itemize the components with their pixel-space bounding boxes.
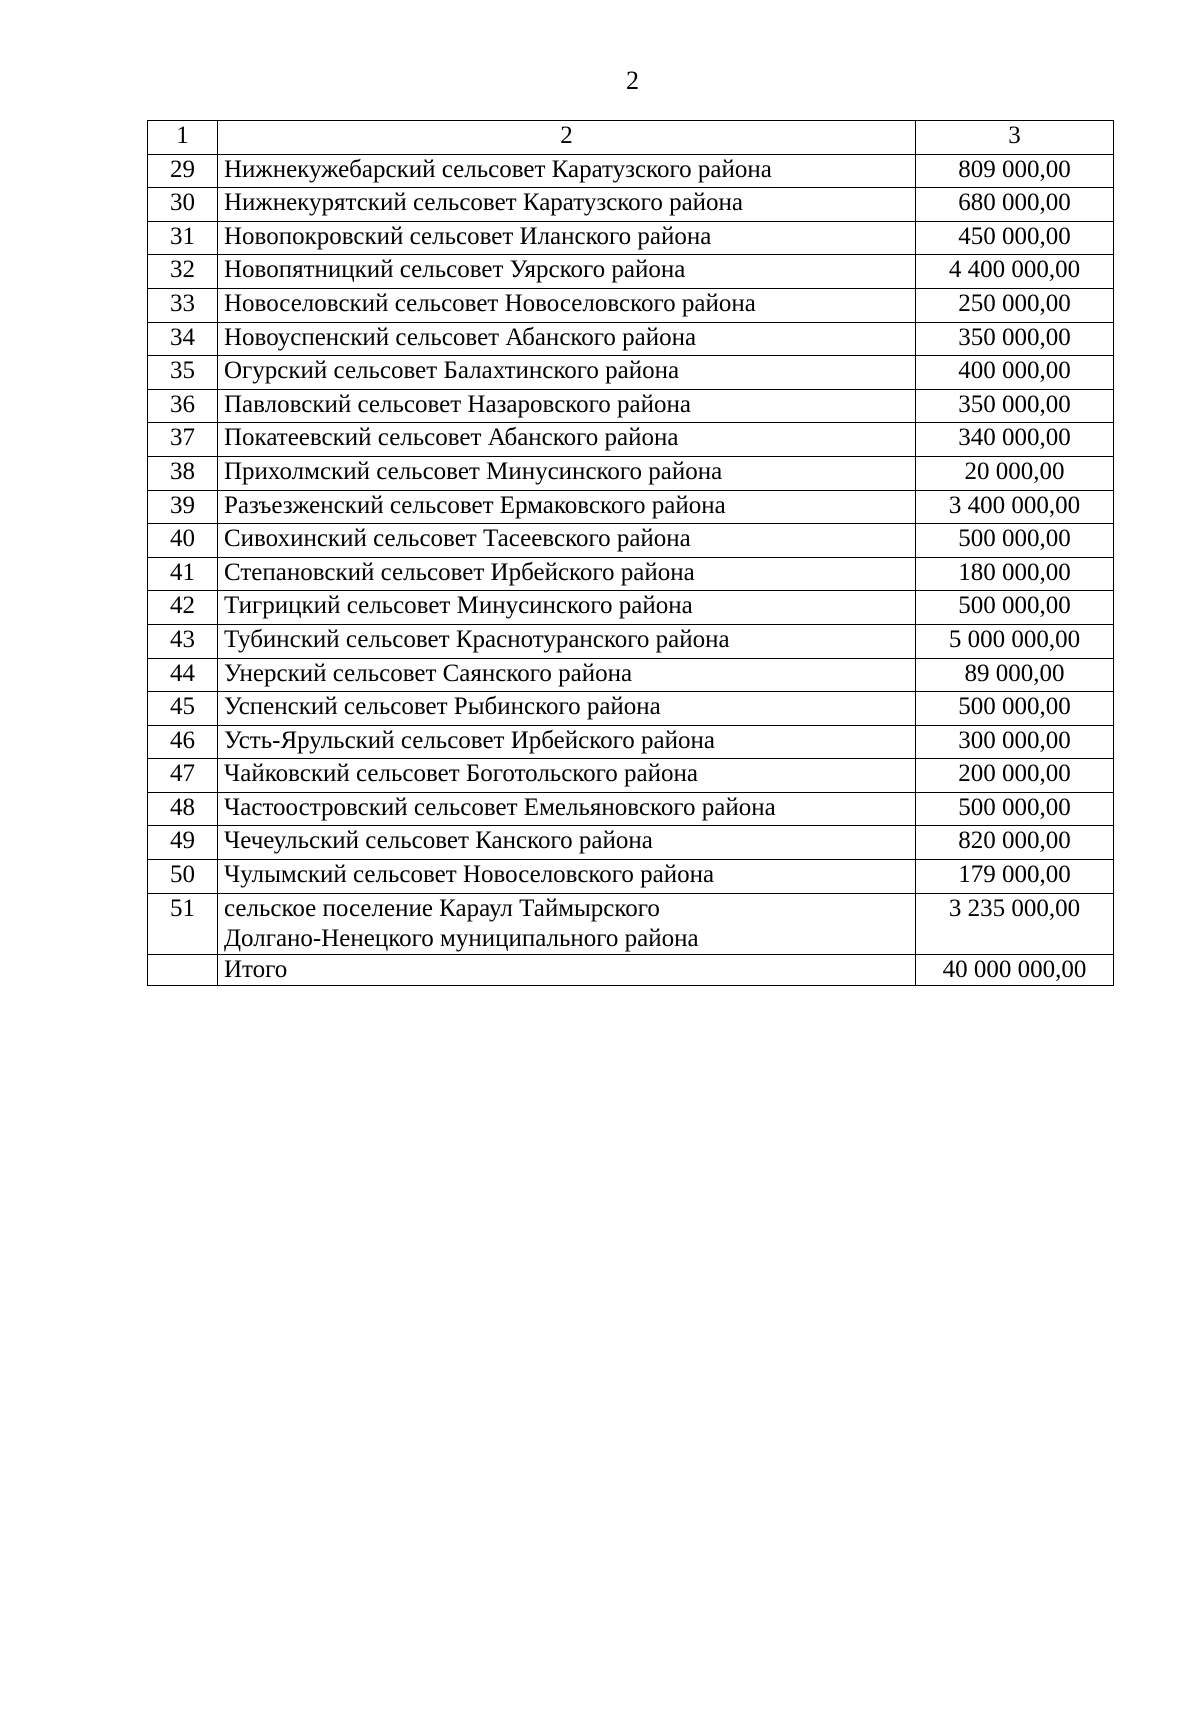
row-number-cell: 39 bbox=[148, 490, 218, 524]
amount-cell: 4 400 000,00 bbox=[916, 255, 1114, 289]
amount-cell: 450 000,00 bbox=[916, 221, 1114, 255]
settlement-name-cell: Новоселовский сельсовет Новоселовского района bbox=[218, 288, 916, 322]
row-number-cell: 47 bbox=[148, 759, 218, 793]
amount-cell: 500 000,00 bbox=[916, 591, 1114, 625]
settlement-name-cell: Новопокровский сельсовет Иланского района bbox=[218, 221, 916, 255]
settlement-name-cell: Тигрицкий сельсовет Минусинского района bbox=[218, 591, 916, 625]
table-row bbox=[148, 188, 1114, 222]
row-number-cell: 46 bbox=[148, 725, 218, 759]
row-number-cell: 30 bbox=[148, 188, 218, 222]
table-header-row bbox=[148, 121, 1114, 155]
amount-cell: 89 000,00 bbox=[916, 658, 1114, 692]
row-number-cell: 51 bbox=[148, 893, 218, 954]
settlement-name-cell: Нижнекужебарский сельсовет Каратузского района bbox=[218, 154, 916, 188]
settlement-name-cell: Новоуспенский сельсовет Абанского района bbox=[218, 322, 916, 356]
row-number-cell: 41 bbox=[148, 557, 218, 591]
row-number-cell: 40 bbox=[148, 524, 218, 558]
row-number-cell: 33 bbox=[148, 288, 218, 322]
amount-cell: 680 000,00 bbox=[916, 188, 1114, 222]
total-label: Итого bbox=[218, 954, 916, 985]
amount-cell: 179 000,00 bbox=[916, 860, 1114, 894]
amount-cell: 400 000,00 bbox=[916, 356, 1114, 390]
settlement-name-cell: Нижнекурятский сельсовет Каратузского района bbox=[218, 188, 916, 222]
settlement-name-cell: Успенский сельсовет Рыбинского района bbox=[218, 692, 916, 726]
settlement-name-cell: Чайковский сельсовет Боготольского района bbox=[218, 759, 916, 793]
table-row bbox=[148, 456, 1114, 490]
table-row bbox=[148, 356, 1114, 390]
column-header-amount: 3 bbox=[916, 121, 1114, 155]
amount-cell: 250 000,00 bbox=[916, 288, 1114, 322]
amount-cell: 500 000,00 bbox=[916, 792, 1114, 826]
column-header-name: 2 bbox=[218, 121, 916, 155]
amount-cell: 500 000,00 bbox=[916, 692, 1114, 726]
row-number-cell: 48 bbox=[148, 792, 218, 826]
settlement-name-cell: Частоостровский сельсовет Емельяновского района bbox=[218, 792, 916, 826]
amount-cell: 350 000,00 bbox=[916, 322, 1114, 356]
row-number-cell: 34 bbox=[148, 322, 218, 356]
grants-table bbox=[147, 120, 1114, 986]
row-number-cell: 44 bbox=[148, 658, 218, 692]
settlement-name-cell bbox=[218, 893, 916, 954]
row-number-cell: 45 bbox=[148, 692, 218, 726]
table-body bbox=[148, 154, 1114, 985]
amount-cell: 20 000,00 bbox=[916, 456, 1114, 490]
row-number-cell: 37 bbox=[148, 423, 218, 457]
row-number-cell: 35 bbox=[148, 356, 218, 390]
settlement-name-cell: Новопятницкий сельсовет Уярского района bbox=[218, 255, 916, 289]
row-number-cell: 38 bbox=[148, 456, 218, 490]
table-row bbox=[148, 792, 1114, 826]
column-header-number: 1 bbox=[148, 121, 218, 155]
table-row bbox=[148, 255, 1114, 289]
amount-cell: 300 000,00 bbox=[916, 725, 1114, 759]
row-number-cell: 36 bbox=[148, 389, 218, 423]
settlement-name-line: сельское поселение Караул Таймырского bbox=[224, 894, 660, 922]
settlement-name-cell: Усть-Ярульский сельсовет Ирбейского района bbox=[218, 725, 916, 759]
table-row bbox=[148, 389, 1114, 423]
row-number-cell: 42 bbox=[148, 591, 218, 625]
amount-cell: 200 000,00 bbox=[916, 759, 1114, 793]
amount-cell: 3 235 000,00 bbox=[916, 893, 1114, 954]
settlement-name-cell: Разъезженский сельсовет Ермаковского района bbox=[218, 490, 916, 524]
table-row bbox=[148, 557, 1114, 591]
settlement-name-cell: Чечеульский сельсовет Канского района bbox=[218, 826, 916, 860]
table-row bbox=[148, 221, 1114, 255]
table-row bbox=[148, 591, 1114, 625]
row-number-cell: 43 bbox=[148, 624, 218, 658]
table-row bbox=[148, 524, 1114, 558]
table-row bbox=[148, 288, 1114, 322]
table-row bbox=[148, 860, 1114, 894]
settlement-name-cell: Унерский сельсовет Саянского района bbox=[218, 658, 916, 692]
settlement-name-cell: Павловский сельсовет Назаровского района bbox=[218, 389, 916, 423]
amount-cell: 350 000,00 bbox=[916, 389, 1114, 423]
table-row bbox=[148, 624, 1114, 658]
amount-cell: 340 000,00 bbox=[916, 423, 1114, 457]
table-row bbox=[148, 826, 1114, 860]
page-number: 2 bbox=[626, 66, 639, 95]
amount-cell: 500 000,00 bbox=[916, 524, 1114, 558]
table-row bbox=[148, 692, 1114, 726]
settlement-name-cell: Сивохинский сельсовет Тасеевского района bbox=[218, 524, 916, 558]
row-number-cell: 49 bbox=[148, 826, 218, 860]
total-amount: 40 000 000,00 bbox=[916, 954, 1114, 985]
total-row bbox=[148, 954, 1114, 985]
settlement-name-cell: Тубинский сельсовет Краснотуранского района bbox=[218, 624, 916, 658]
amount-cell: 3 400 000,00 bbox=[916, 490, 1114, 524]
table-row bbox=[148, 490, 1114, 524]
amount-cell: 5 000 000,00 bbox=[916, 624, 1114, 658]
row-number-cell: 32 bbox=[148, 255, 218, 289]
amount-cell: 180 000,00 bbox=[916, 557, 1114, 591]
table-row bbox=[148, 154, 1114, 188]
table-row bbox=[148, 658, 1114, 692]
settlement-name-cell: Чулымский сельсовет Новоселовского района bbox=[218, 860, 916, 894]
table-row bbox=[148, 893, 1114, 954]
row-number-cell: 31 bbox=[148, 221, 218, 255]
amount-cell: 809 000,00 bbox=[916, 154, 1114, 188]
settlement-name-cell: Прихолмский сельсовет Минусинского района bbox=[218, 456, 916, 490]
table-row bbox=[148, 725, 1114, 759]
row-number-cell: 29 bbox=[148, 154, 218, 188]
table-row bbox=[148, 423, 1114, 457]
row-number-cell: 50 bbox=[148, 860, 218, 894]
total-number-cell bbox=[148, 954, 218, 985]
table-row bbox=[148, 759, 1114, 793]
settlement-name-cell: Покатеевский сельсовет Абанского района bbox=[218, 423, 916, 457]
table-row bbox=[148, 322, 1114, 356]
amount-cell: 820 000,00 bbox=[916, 826, 1114, 860]
settlement-name-cell: Огурский сельсовет Балахтинского района bbox=[218, 356, 916, 390]
settlement-name-cell: Степановский сельсовет Ирбейского района bbox=[218, 557, 916, 591]
settlement-name-line: Долгано-Ненецкого муниципального района bbox=[224, 924, 699, 952]
